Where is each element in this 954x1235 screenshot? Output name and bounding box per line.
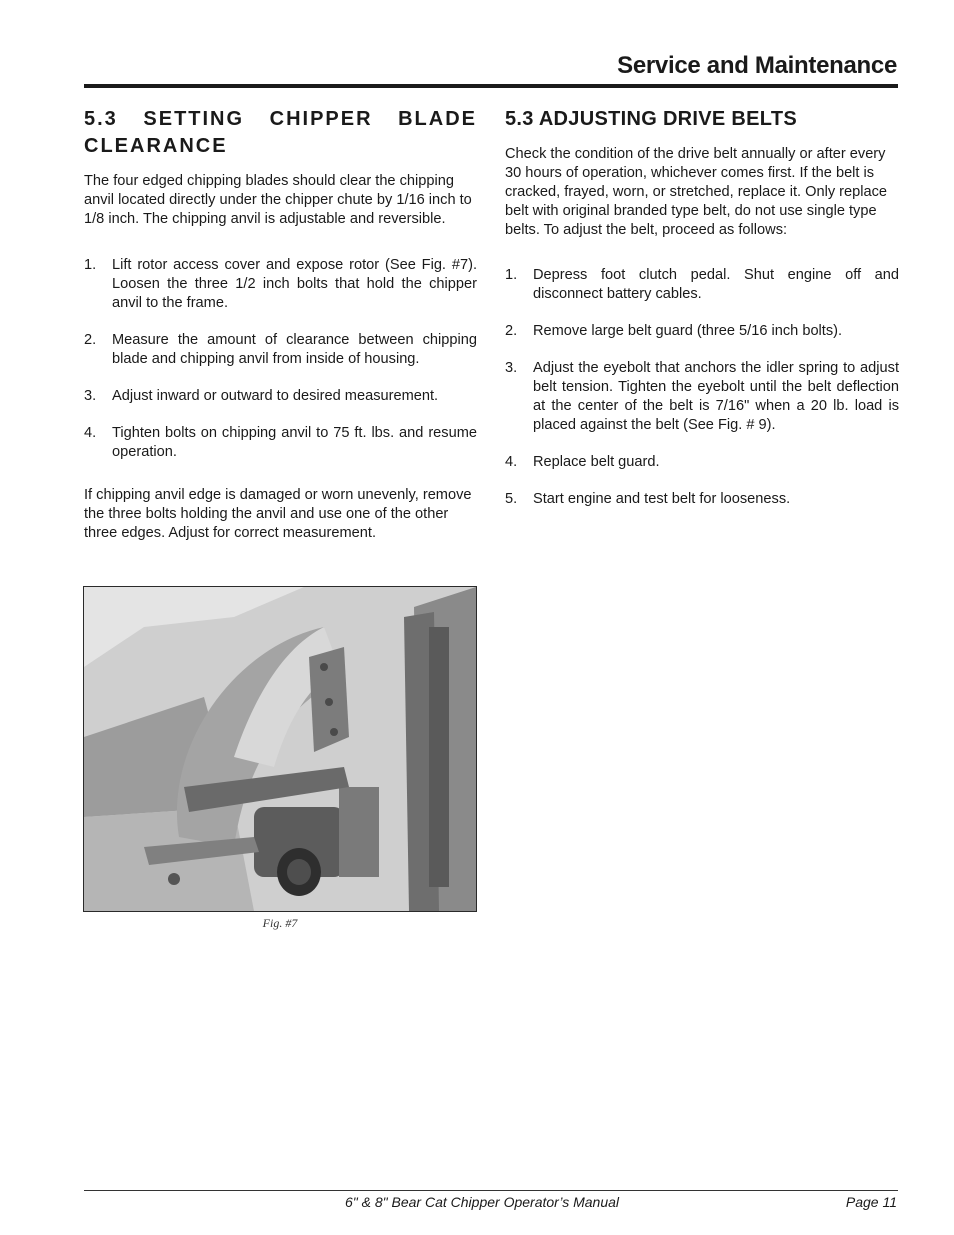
step-text: Remove large belt guard (three 5/16 inch bolts).	[533, 323, 843, 339]
step-text: Lift rotor access cover and expose rotor (See Fig. #7). Loosen the three 1/2 inch bolts that hold the chipper anvil to the frame.	[112, 257, 477, 311]
step-number: 3.	[84, 388, 97, 404]
list-item	[505, 266, 899, 304]
left-column	[84, 106, 477, 543]
step-number: 4.	[84, 425, 97, 441]
section-title: SETTING CHIPPER BLADE CLEARANCE	[84, 108, 477, 157]
step-number: 4.	[505, 454, 518, 470]
figure-chipper-anvil-photo	[83, 586, 477, 912]
header-rule	[84, 84, 898, 88]
intro-paragraph: Check the condition of the drive belt annually or after every 30 hours of operation, whichever comes first. If the belt is cracked, frayed, worn, or stretched, replace it. Only replace belt with original branded type belt, do not use single type belts. To adjust the belt, proceed as follows:	[505, 146, 888, 238]
step-number: 5.	[505, 491, 518, 507]
belt-steps-list	[505, 266, 899, 509]
list-item	[505, 359, 899, 435]
section-heading-blade-clearance	[84, 106, 477, 160]
list-item	[505, 490, 899, 509]
list-item	[84, 387, 477, 406]
footer-manual-title: 6" & 8" Bear Cat Chipper Operator’s Manual	[345, 1194, 620, 1210]
blade-steps-list	[84, 256, 477, 462]
step-number: 2.	[505, 323, 518, 339]
step-text: Start engine and test belt for looseness.	[533, 491, 791, 507]
figure-caption: Fig. #7	[262, 916, 298, 930]
section-heading-drive-belts: 5.3 ADJUSTING DRIVE BELTS	[505, 108, 797, 130]
step-text: Adjust the eyebolt that anchors the idler spring to adjust belt tension. Tighten the eyebolt until the belt deflection at the center of the belt is 7/16" when a 20 lb. load is placed against the belt (See Fig. # 9).	[533, 360, 899, 433]
step-text: Tighten bolts on chipping anvil to 75 ft. lbs. and resume operation.	[112, 425, 477, 460]
page-header-title: Service and Maintenance	[617, 52, 897, 79]
right-column	[505, 106, 899, 509]
list-item	[505, 453, 899, 472]
intro-paragraph: The four edged chipping blades should clear the chipping anvil located directly under the chipper chute by 1/16 inch to 1/8 inch. The chipping anvil is adjustable and reversible.	[84, 173, 472, 227]
step-number: 1.	[84, 257, 97, 273]
list-item	[84, 424, 477, 462]
outro-paragraph: If chipping anvil edge is damaged or worn unevenly, remove the three bolts holding the anvil and use one of the other three edges. Adjust for correct measurement.	[84, 487, 472, 541]
section-number: 5.3	[84, 108, 118, 130]
step-text: Measure the amount of clearance between chipping blade and chipping anvil from inside of housing.	[112, 332, 477, 367]
list-item	[505, 322, 899, 341]
step-text: Depress foot clutch pedal. Shut engine off and disconnect battery cables.	[533, 267, 899, 302]
step-number: 3.	[505, 360, 518, 376]
step-text: Replace belt guard.	[533, 454, 660, 470]
step-text: Adjust inward or outward to desired measurement.	[112, 388, 439, 404]
list-item	[84, 331, 477, 369]
footer-rule	[84, 1190, 898, 1191]
footer-page-number: Page 11	[845, 1194, 897, 1210]
list-item	[84, 256, 477, 313]
step-number: 1.	[505, 267, 518, 283]
step-number: 2.	[84, 332, 97, 348]
